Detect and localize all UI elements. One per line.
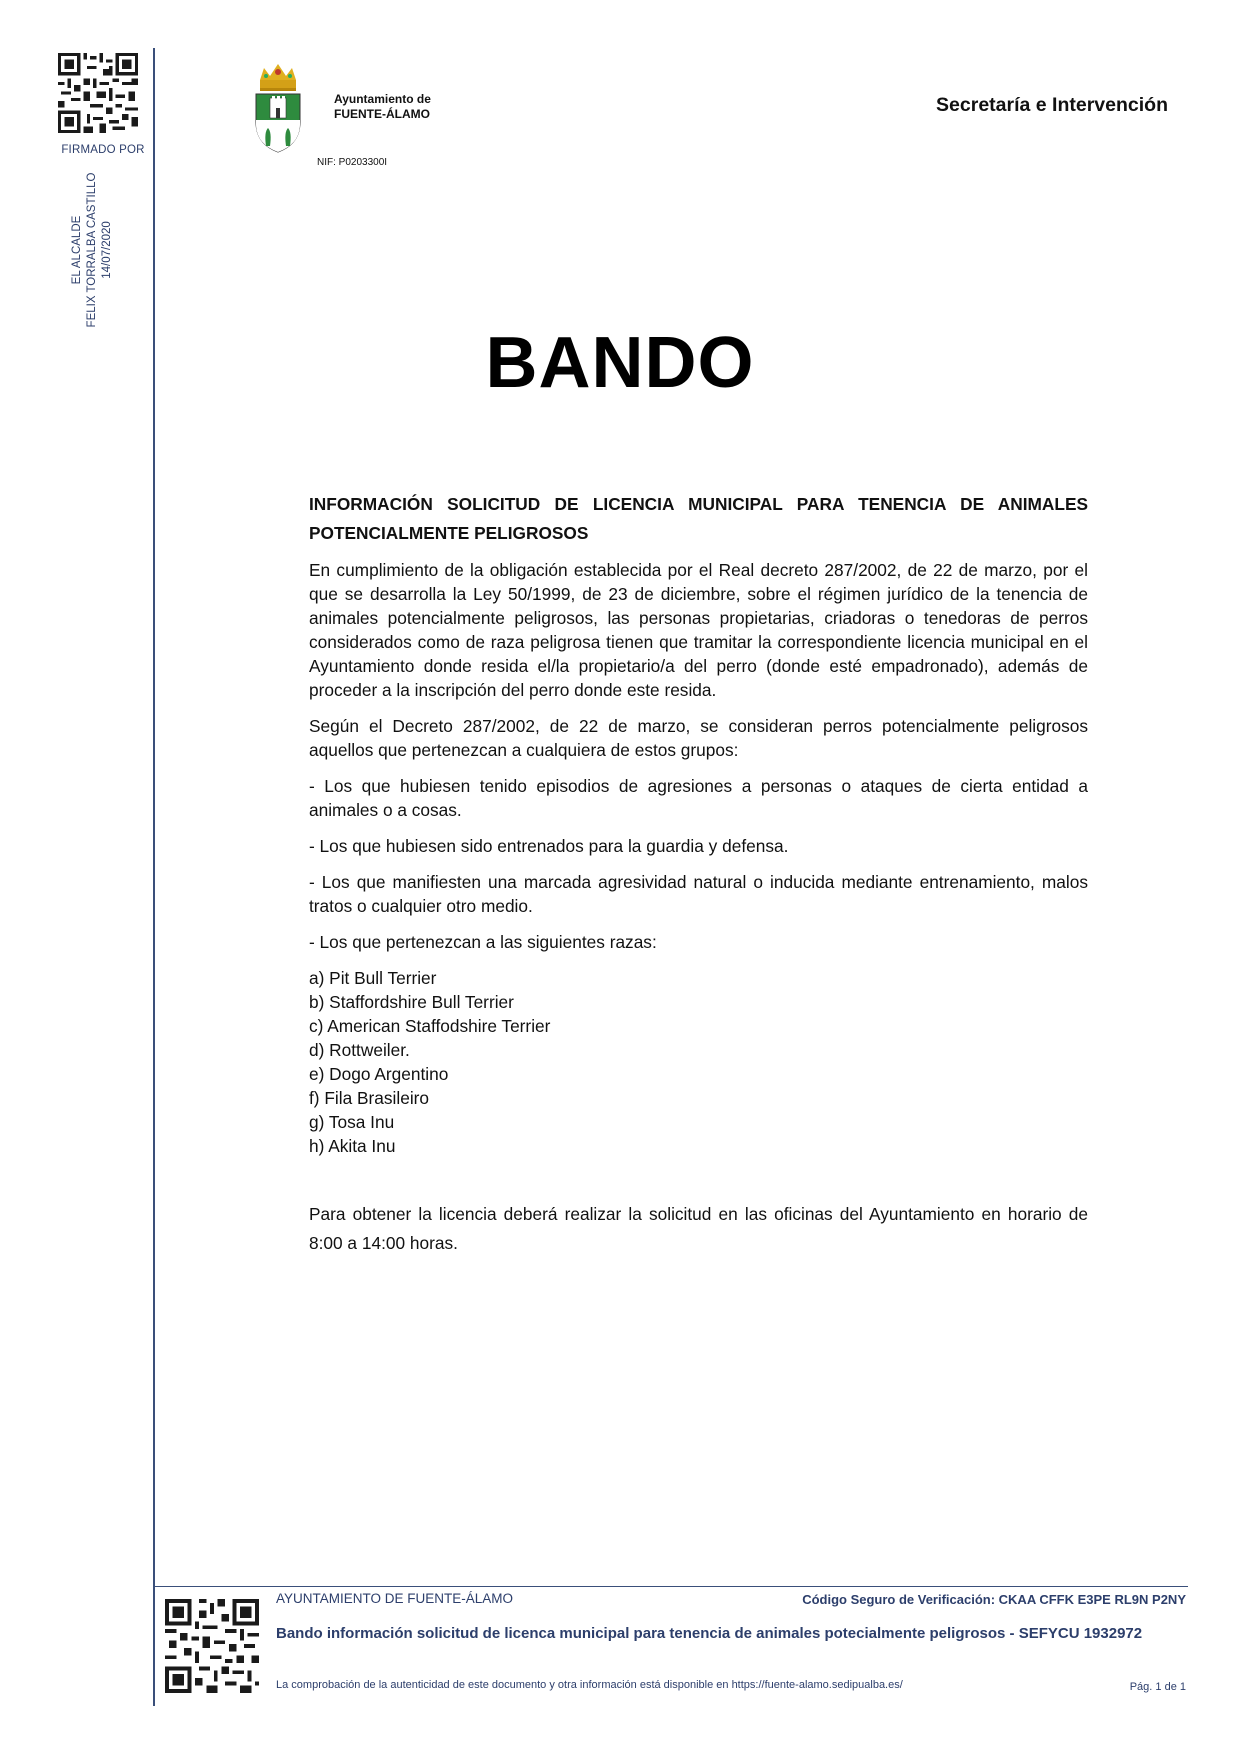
coat-of-arms-icon [252, 62, 304, 154]
issuer-line-2: FUENTE-ÁLAMO [334, 107, 430, 121]
department-name: Secretaría e Intervención [936, 94, 1168, 116]
document-body [309, 490, 1088, 1270]
nif-number: NIF: P0203300I [317, 157, 388, 168]
breed-item: h) Akita Inu [309, 1136, 396, 1156]
paragraph-intro: En cumplimiento de la obligación establecida por el Real decreto 287/2002, de 22 de marzo, por el que se desarrolla la Ley 50/1999, de 23 de diciembre, sobre el régimen jurídico de la tenencia de animales potencialmente peligrosos, las personas propietarias, criadoras o tenedoras de perros considerados como de raza peligrosa tienen que tramitar la correspondiente licencia municipal en el Ayuntamiento donde resida el/la propietario/a del perro (donde esté empadronado), además de proceder a la inscripción del perro donde este resida. [309, 560, 1088, 700]
document-description: Bando información solicitud de licenca municipal para tenencia de animales potecialmente peligrosos - SEFYCU 1932972 [276, 1625, 1143, 1642]
verification-qr-code [165, 1599, 259, 1698]
page-number: Pág. 1 de 1 [1129, 1681, 1186, 1693]
group-item-aggression: - Los que hubiesen tenido episodios de agresiones a personas o ataques de cierta entidad a animales o a cosas. [309, 776, 1088, 820]
signature-qr-code [58, 53, 138, 133]
margin-divider [153, 48, 155, 1706]
verification-notice: La comprobación de la autenticidad de este documento y otra información está disponible en https://fuente-alamo.sedipualba.es/ [276, 1679, 903, 1691]
breed-item: a) Pit Bull Terrier [309, 968, 437, 988]
group-item-breeds: - Los que pertenezcan a las siguientes razas: [309, 932, 657, 952]
signer-name: FELIX TORRALBA CASTILLO [86, 172, 98, 328]
breed-item: d) Rottweiler. [309, 1040, 410, 1060]
verification-code: Código Seguro de Verificación: CKAA CFFK E3PE RL9N P2NY [802, 1592, 1186, 1607]
issuer-line-1: Ayuntamiento de [334, 92, 431, 106]
paragraph-decree: Según el Decreto 287/2002, de 22 de marzo, se consideran perros potencialmente peligrosos aquellos que pertenezcan a cualquiera de estos grupos: [309, 716, 1088, 760]
issuer-name [334, 92, 431, 122]
footer-divider [155, 1586, 1188, 1587]
section-heading: INFORMACIÓN SOLICITUD DE LICENCIA MUNICIPAL PARA TENENCIA DE ANIMALES POTENCIALMENTE PELIGROSOS [309, 494, 1088, 543]
footer-organization: AYUNTAMIENTO DE FUENTE-ÁLAMO [276, 1591, 514, 1606]
breed-list [309, 966, 1088, 1158]
group-item-trained: - Los que hubiesen sido entrenados para la guardia y defensa. [309, 836, 789, 856]
breed-item: e) Dogo Argentino [309, 1064, 449, 1084]
breed-item: f) Fila Brasileiro [309, 1088, 430, 1108]
group-item-aggressiveness: - Los que manifiesten una marcada agresividad natural o inducida mediante entrenamiento, malos tratos o cualquier otro medio. [309, 872, 1088, 916]
signed-by-label: FIRMADO POR [61, 144, 145, 156]
breed-item: g) Tosa Inu [309, 1112, 395, 1132]
breed-item: c) American Staffodshire Terrier [309, 1016, 551, 1036]
signed-date: 14/07/2020 [101, 221, 113, 279]
document-title: BANDO [485, 323, 755, 403]
signer-role: EL ALCALDE [71, 215, 83, 285]
signer-block [70, 170, 136, 330]
breed-item: b) Staffordshire Bull Terrier [309, 992, 514, 1012]
closing-paragraph: Para obtener la licencia deberá realizar la solicitud en las oficinas del Ayuntamiento en horario de 8:00 a 14:00 horas. [309, 1204, 1088, 1253]
